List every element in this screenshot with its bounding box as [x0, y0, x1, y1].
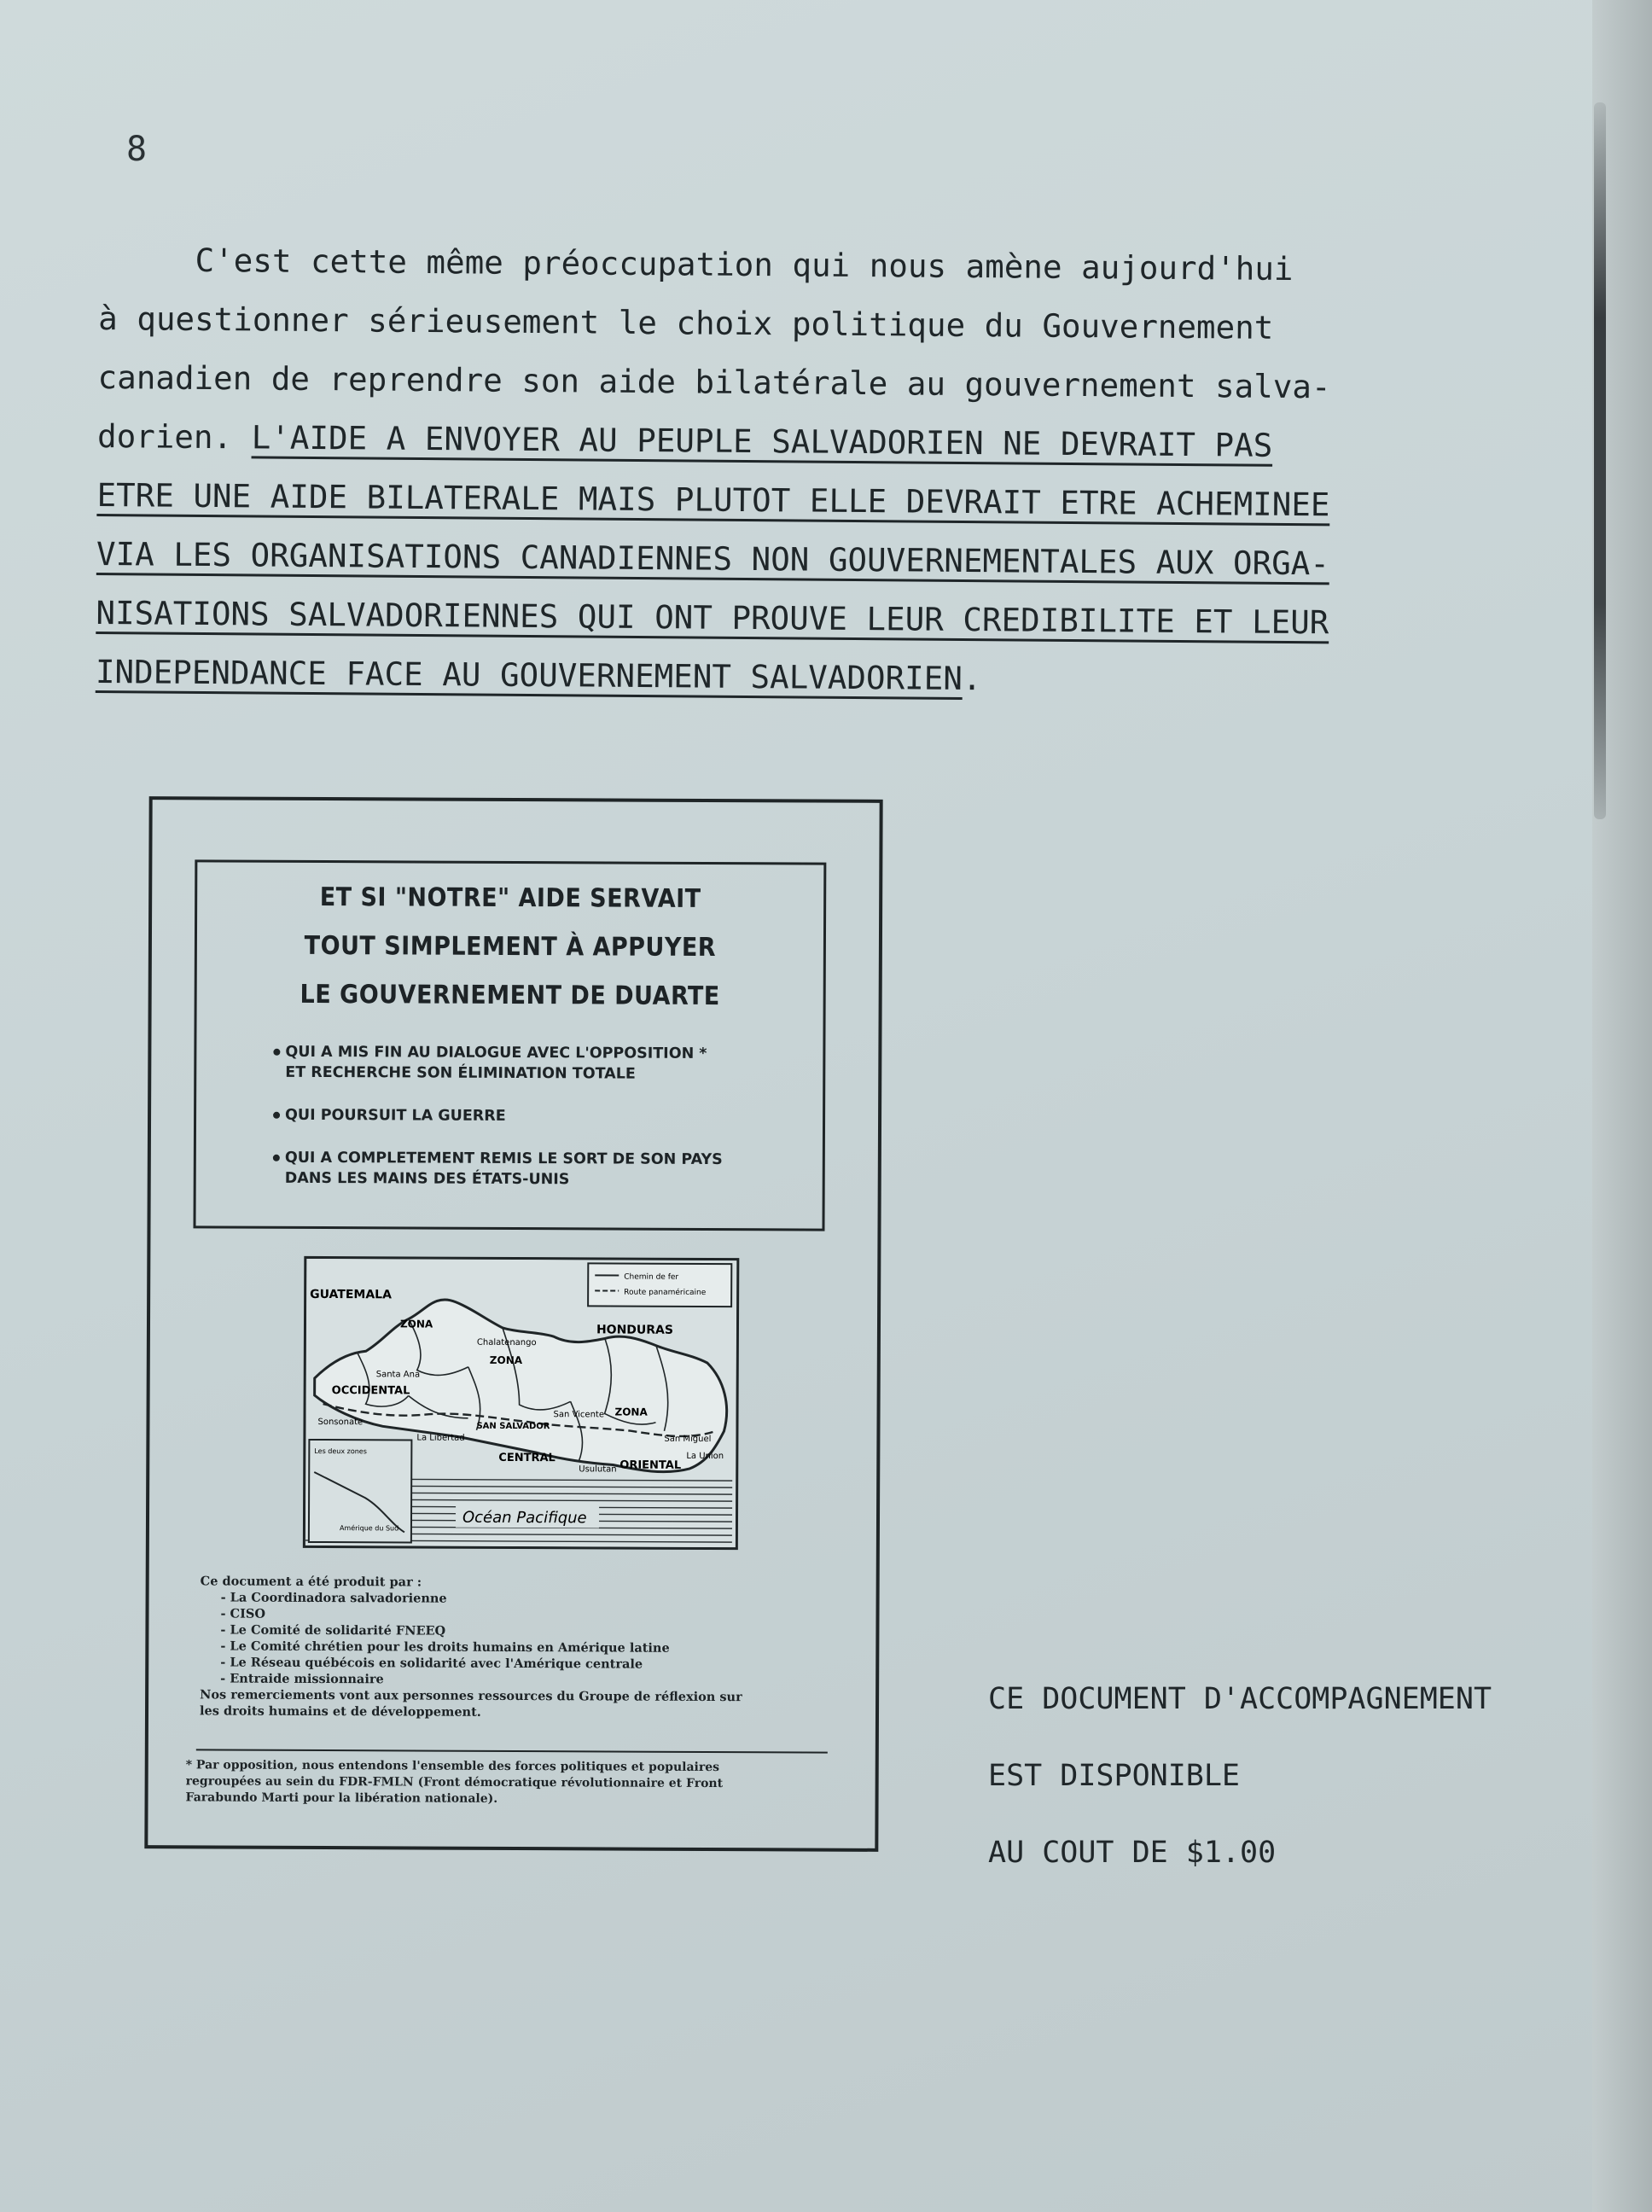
credit-item: - Entraide missionnaire — [220, 1671, 384, 1687]
map-label-zona: ZONA — [489, 1353, 523, 1367]
map-label-oriental: ORIENTAL — [620, 1458, 682, 1472]
bullet-dot-icon — [273, 1049, 280, 1056]
map-label-zona: ZONA — [399, 1318, 433, 1330]
credit-item: - Le Comité de solidarité FNEEQ — [220, 1622, 446, 1639]
poster-bullet-list — [273, 1042, 837, 1214]
underlined-text: INDEPENDANCE FACE AU GOUVERNEMENT SALVADORIEN — [95, 652, 963, 697]
poster-bullet — [273, 1148, 836, 1191]
poster-bullet — [273, 1105, 836, 1128]
credit-item: - Le Comité chrétien pour les droits humains en Amérique latine — [220, 1639, 670, 1656]
map-label-town: San Vicente — [553, 1410, 605, 1420]
poster-title — [197, 872, 824, 1021]
bullet-text: ET RECHERCHE SON ÉLIMINATION TOTALE — [285, 1063, 636, 1083]
credit-item: - La Coordinadora salvadorienne — [220, 1590, 447, 1606]
inset-label: Amérique du Sud — [339, 1524, 399, 1533]
bullet-text: QUI A COMPLETEMENT REMIS LE SORT DE SON PAYS — [284, 1149, 723, 1169]
poster-title-line: ET SI "NOTRE" AIDE SERVAIT — [319, 882, 701, 914]
map-drawing — [305, 1259, 736, 1547]
footnote-line: Farabundo Marti pour la libération nationale). — [185, 1790, 498, 1806]
body-text-span: dorien. — [96, 416, 252, 457]
map-label-occidental: OCCIDENTAL — [331, 1384, 410, 1398]
availability-line: CE DOCUMENT D'ACCOMPAGNEMENT — [988, 1682, 1492, 1716]
map-label-guatemala: GUATEMALA — [310, 1287, 392, 1302]
body-text-span: canadien de reprendre son aide bilatérale au gouvernement salva- — [97, 358, 1331, 406]
body-text-span: C'est cette même préoccupation qui nous amène aujourd'hui — [98, 240, 1294, 288]
page-number: 8 — [126, 130, 148, 169]
poster-title-line: TOUT SIMPLEMENT À APPUYER — [304, 930, 717, 963]
thanks-line: Nos remerciements vont aux personnes ressources du Groupe de réflexion sur — [200, 1687, 742, 1705]
bullet-text: QUI A MIS FIN AU DIALOGUE AVEC L'OPPOSITION * — [285, 1043, 707, 1062]
map-label-town: Usulutan — [579, 1464, 617, 1475]
map-label-ocean: Océan Pacifique — [462, 1508, 587, 1528]
credit-item: - Le Réseau québécois en solidarité avec l'Amérique centrale — [220, 1655, 643, 1672]
body-paragraph — [96, 230, 1618, 713]
map-label-town: Chalatenango — [476, 1337, 537, 1348]
credits-intro: Ce document a été produit par : — [200, 1574, 422, 1590]
map-label-central: CENTRAL — [498, 1451, 556, 1465]
body-text-span: . — [962, 659, 982, 698]
poster-footnote — [186, 1757, 835, 1808]
map-label-honduras: HONDURAS — [596, 1323, 674, 1337]
el-salvador-map — [303, 1256, 739, 1550]
inset-label: Les deux zones — [314, 1447, 367, 1456]
footnote-line: * Par opposition, nous entendons l'ensemble des forces politiques et populaires — [185, 1758, 720, 1775]
footnote-divider — [196, 1749, 828, 1753]
map-label-zona: ZONA — [614, 1406, 648, 1418]
poster-credits — [200, 1573, 849, 1721]
bullet-text: DANS LES MAINS DES ÉTATS-UNIS — [284, 1169, 570, 1189]
availability-price: AU COUT DE $1.00 — [988, 1836, 1277, 1870]
bullet-dot-icon — [273, 1112, 280, 1119]
availability-line: EST DISPONIBLE — [988, 1759, 1241, 1793]
availability-notice — [988, 1661, 1492, 1891]
underlined-text: ETRE UNE AIDE BILATERALE MAIS PLUTOT ELLE DEVRAIT ETRE ACHEMINEE — [96, 475, 1330, 524]
body-text-span: à questionner sérieusement le choix politique du Gouvernement — [98, 299, 1274, 346]
underlined-text: VIA LES ORGANISATIONS CANADIENNES NON GOUVERNEMENTALES AUX ORGA- — [96, 534, 1330, 583]
map-label-town: Sonsonate — [317, 1417, 364, 1428]
map-label-town: Santa Ana — [375, 1370, 421, 1380]
bullet-dot-icon — [273, 1155, 280, 1161]
map-label-town: La Union — [686, 1451, 724, 1462]
poster-title-line: LE GOUVERNEMENT DE DUARTE — [300, 979, 720, 1012]
poster-bullet — [273, 1042, 836, 1086]
footnote-line: regroupées au sein du FDR-FMLN (Front démocratique révolutionnaire et Front — [185, 1774, 724, 1791]
map-label-town: San Miguel — [664, 1434, 712, 1445]
map-label-town: La Libertad — [416, 1433, 465, 1443]
credit-item: - CISO — [220, 1606, 266, 1621]
thanks-line: les droits humains et de développement. — [199, 1703, 481, 1720]
underlined-text: NISATIONS SALVADORIENNES QUI ONT PROUVE LEUR CREDIBILITE ET LEUR — [96, 593, 1329, 642]
map-label-capital: SAN SALVADOR — [476, 1421, 550, 1432]
map-legend-label: Route panaméricaine — [624, 1288, 707, 1297]
embedded-poster — [144, 796, 882, 1852]
poster-headline-box — [193, 859, 826, 1231]
map-legend-box — [588, 1263, 731, 1307]
underlined-text: L'AIDE A ENVOYER AU PEUPLE SALVADORIEN NE DEVRAIT PAS — [251, 418, 1273, 464]
map-legend-label: Chemin de fer — [624, 1272, 679, 1282]
bullet-text: QUI POURSUIT LA GUERRE — [285, 1106, 506, 1125]
body-line — [96, 643, 1614, 713]
